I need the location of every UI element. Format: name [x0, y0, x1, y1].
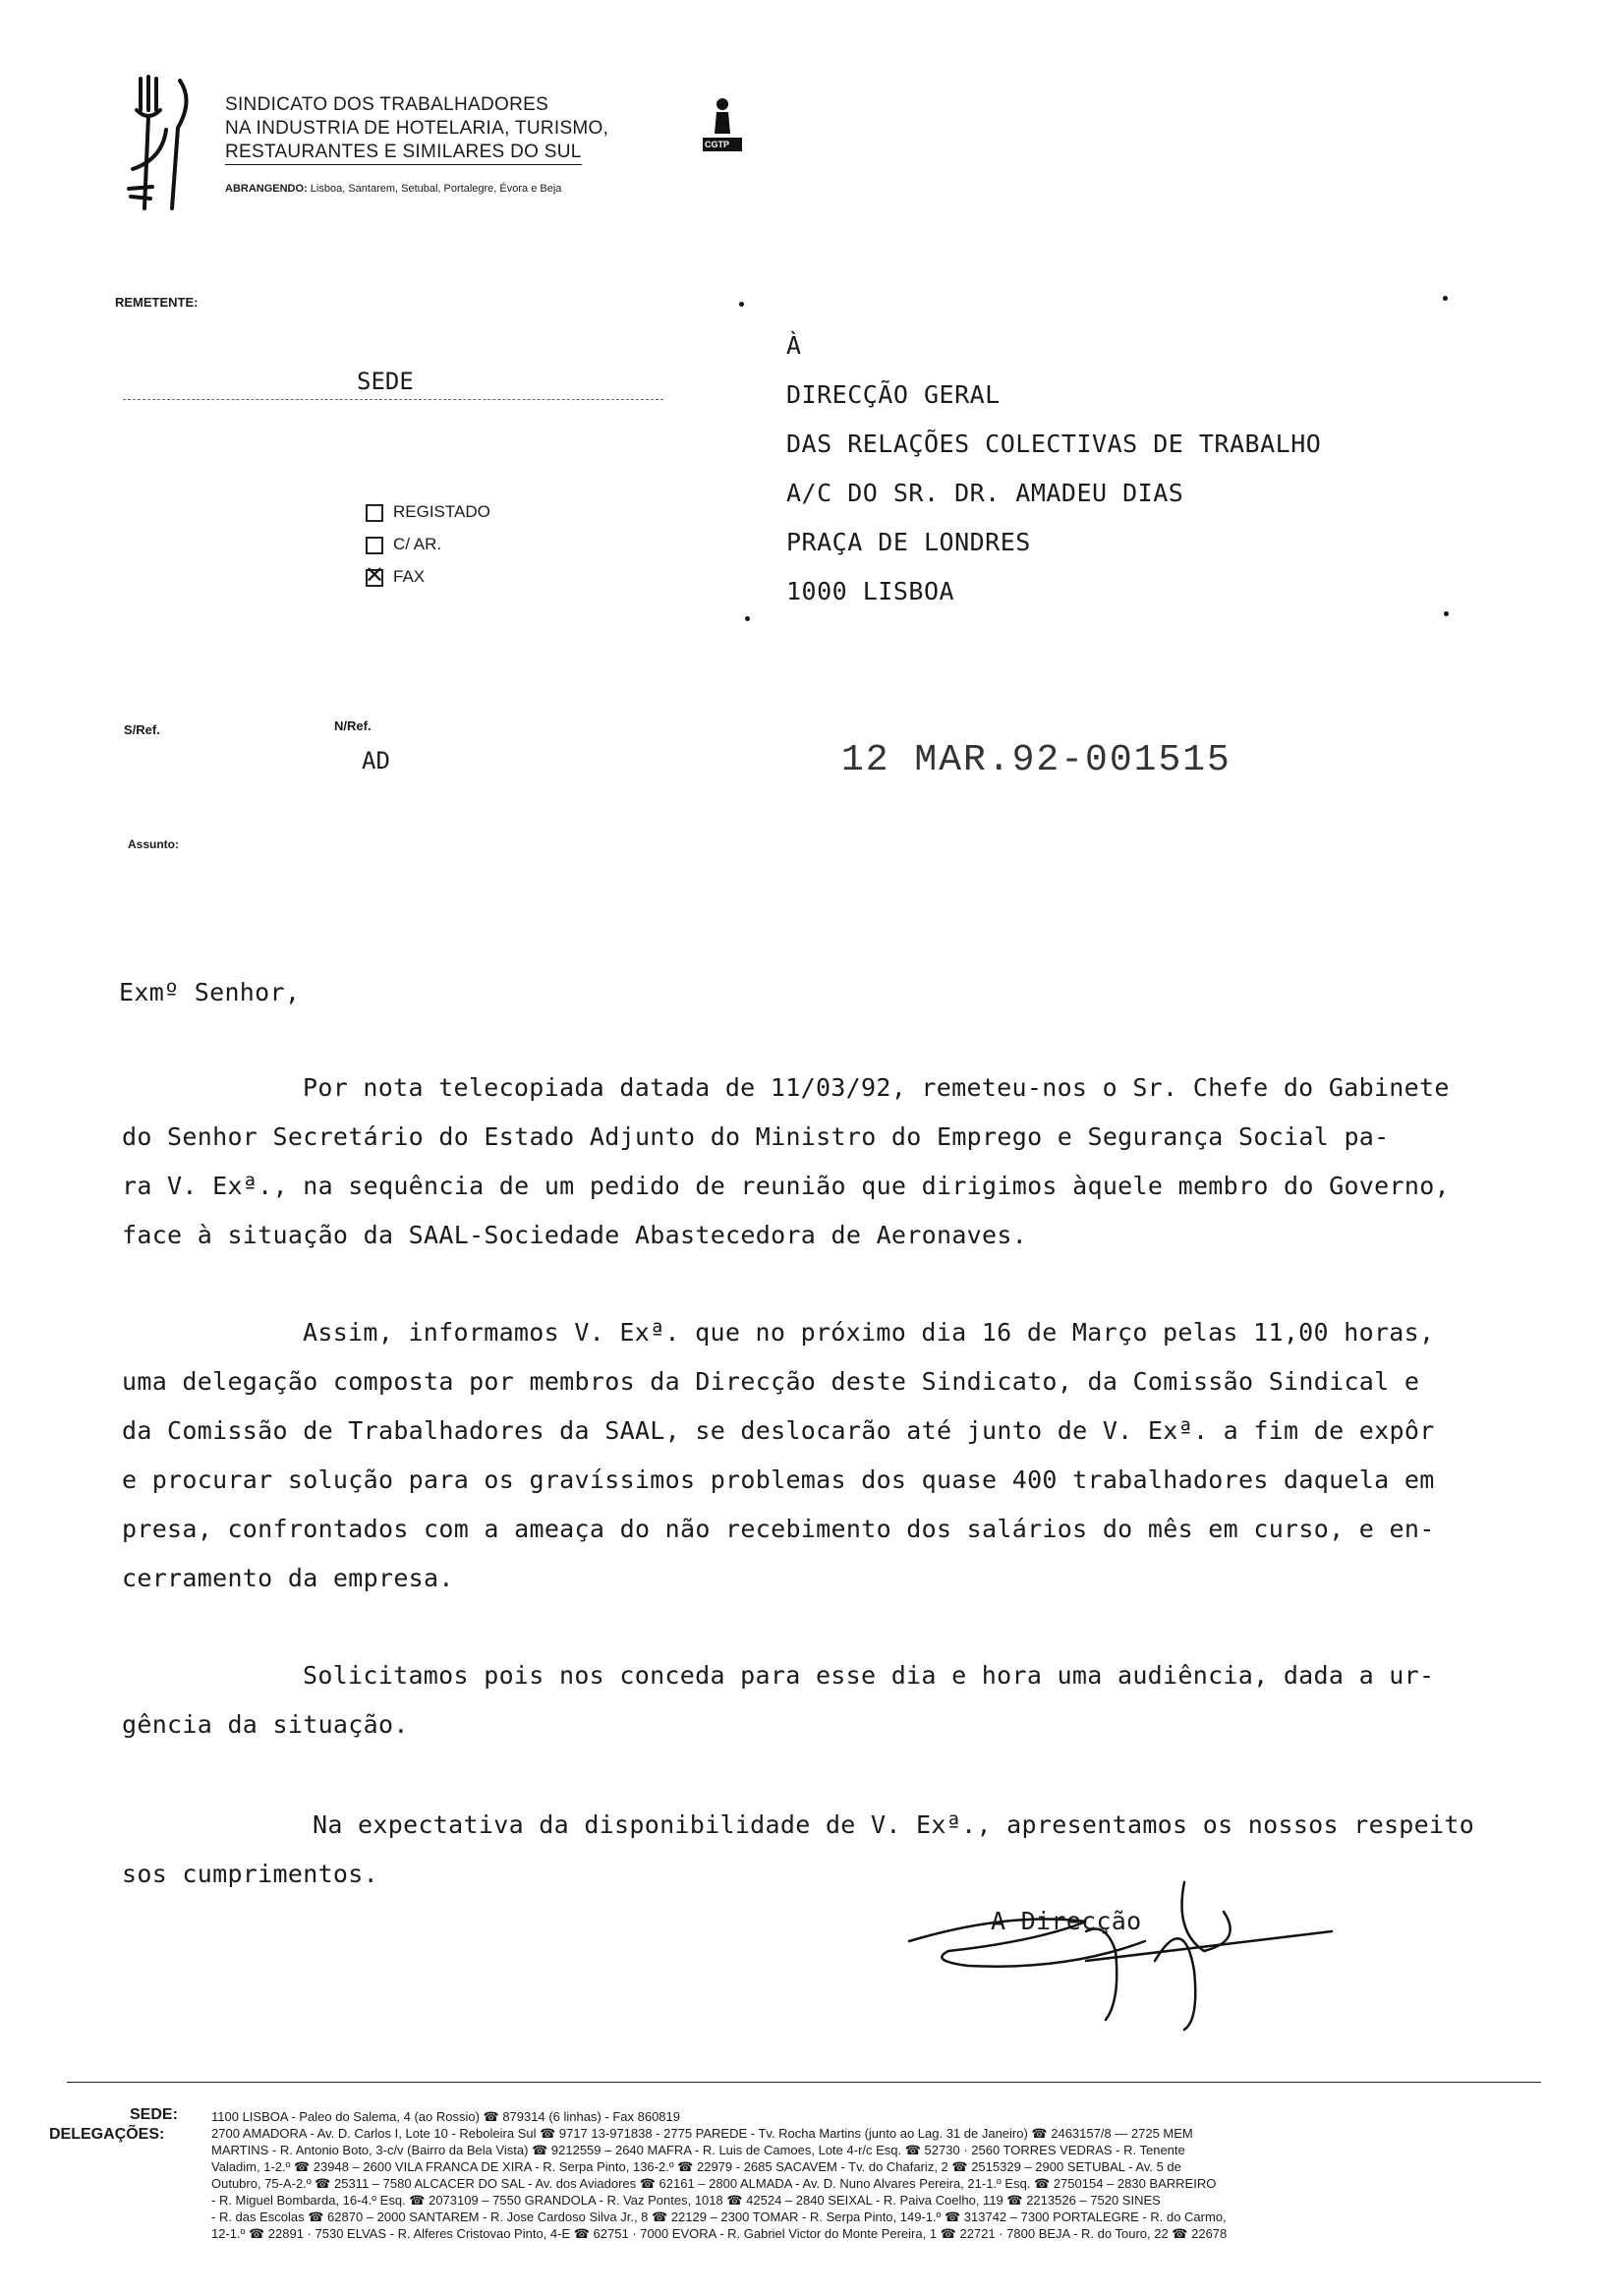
recipient-line-5: PRAÇA DE LONDRES: [786, 528, 1031, 556]
abrangendo-line: [225, 183, 561, 195]
sede-text: 1100 LISBOA - Paleo do Salema, 4 (ao Rossio) ☎ 879314 (6 linhas) - Fax 860819: [211, 2109, 681, 2124]
p2-line: presa, confrontados com a ameaça do não recebimento dos salários do mês em curso, e en-: [122, 1515, 1435, 1543]
paragraph-2: [122, 1308, 1576, 1603]
recipient-line-4: A/C DO SR. DR. AMADEU DIAS: [786, 479, 1184, 507]
p1-line: ra V. Exª., na sequência de um pedido de reunião que dirigimos àquele membro do Governo,: [122, 1172, 1450, 1200]
signature-icon: [889, 1872, 1342, 2039]
option-registado[interactable]: [366, 495, 490, 528]
delegacoes-line: - R. das Escolas ☎ 62870 – 2000 SANTAREM - R. Jose Cardoso Silva Jr., 8 ☎ 22129 – 2300 TOMAR - R. Serpa Pinto, 149-1.º ☎ 313742 – 7300 PORTALEGRE - R. do Carmo,: [211, 2210, 1227, 2224]
address-window-corner: [745, 616, 750, 621]
paragraph-4: [122, 1801, 1576, 1899]
delegacoes-label: DELEGAÇÕES:: [49, 2126, 165, 2143]
abrangendo-label: ABRANGENDO:: [225, 183, 308, 195]
recipient-line-6: 1000 LISBOA: [786, 577, 955, 605]
recipient-line-3: DAS RELAÇÕES COLECTIVAS DE TRABALHO: [786, 430, 1322, 458]
recipient-line-1: À: [786, 331, 802, 360]
delegacoes-list: [211, 2125, 1563, 2242]
paragraph-1: [122, 1063, 1576, 1260]
sender-value-line: [123, 366, 663, 400]
p4-line: Na expectativa da disponibilidade de V. Exª., apresentamos os nossos respeito: [313, 1810, 1475, 1839]
option-fax[interactable]: [366, 560, 490, 593]
fax-checkbox[interactable]: [366, 569, 383, 587]
sender-label: REMETENTE:: [115, 295, 199, 310]
recipient-line-2: DIRECÇÃO GERAL: [786, 380, 1001, 409]
p4-line: sos cumprimentos.: [122, 1860, 378, 1888]
option-car[interactable]: [366, 528, 490, 560]
cgtp-label: CGTP: [705, 140, 730, 149]
signoff: A Direcção: [991, 1907, 1142, 1935]
p1-line: face à situação da SAAL-Sociedade Abastecedora de Aeronaves.: [122, 1221, 1028, 1249]
cgtp-logo: [697, 94, 746, 183]
address-window-corner: [1443, 296, 1448, 301]
fax-label: FAX: [393, 567, 426, 586]
p2-line: da Comissão de Trabalhadores da SAAL, se deslocarão até junto de V. Exª. a fim de expôr: [122, 1416, 1435, 1445]
union-name-line-2: NA INDUSTRIA DE HOTELARIA, TURISMO,: [225, 118, 609, 139]
p2-line: Assim, informamos V. Exª. que no próximo dia 16 de Março pelas 11,00 horas,: [303, 1318, 1435, 1347]
address-window-corner: [1444, 611, 1449, 616]
subject-label: Assunto:: [128, 837, 179, 851]
delegacoes-line: 12-1.º ☎ 22891 · 7530 ELVAS - R. Alferes Cristovao Pinto, 4-E ☎ 62751 · 7000 EVORA - R. Gabriel Victor do Monte Pereira, 1 ☎ 22721 · 7800 BEJA - R. do Touro, 22 ☎ 22678: [211, 2226, 1228, 2241]
letterhead: [123, 71, 752, 213]
delegacoes-line: MARTINS - R. Antonio Boto, 3-c/v (Bairro da Bela Vista) ☎ 9212559 – 2640 MAFRA - R. Luis de Camoes, Lote 4-r/c Esq. ☎ 52730 · 2560 TORRES VEDRAS - R. Tenente: [211, 2143, 1185, 2157]
p1-line: do Senhor Secretário do Estado Adjunto do Ministro do Emprego e Segurança Social pa-: [122, 1122, 1390, 1151]
registado-checkbox[interactable]: [366, 504, 383, 522]
abrangendo-places: Lisboa, Santarem, Setubal, Portalegre, Évora e Beja: [310, 183, 562, 195]
union-name-line-1: SINDICATO DOS TRABALHADORES: [225, 94, 549, 115]
delegacoes-line: Valadim, 1-2.º ☎ 23948 – 2600 VILA FRANCA DE XIRA - R. Serpa Pinto, 136-2.º ☎ 22979 - 2685 SACAVEM - Tv. do Chafariz, 2 ☎ 2515329 – 2900 SETUBAL - Av. 5 de: [211, 2159, 1181, 2174]
delegacoes-line: 2700 AMADORA - Av. D. Carlos I, Lote 10 - Reboleira Sul ☎ 9717 13-971838 - 2775 PAREDE - Tv. Rocha Martins (junto ao Lag. 31 de Janeiro) ☎ 2463157/8 — 2725 MEM: [211, 2126, 1193, 2141]
delegacoes-line: Outubro, 75-A-2.º ☎ 25311 – 7580 ALCACER DO SAL - Av. dos Aviadores ☎ 62161 – 2800 ALMADA - Av. D. Nuno Alvares Pereira, 21-1.º Esq. ☎ 2750154 – 2830 BARREIRO: [211, 2176, 1217, 2191]
cutlery-logo-icon: [123, 71, 201, 213]
sender-value: SEDE: [357, 368, 414, 395]
received-stamp: 12 MAR.92-001515: [841, 739, 1232, 781]
p2-line: cerramento da empresa.: [122, 1564, 454, 1592]
sede-label: SEDE:: [130, 2106, 178, 2123]
p3-line: gência da situação.: [122, 1710, 409, 1739]
delivery-options: [366, 495, 490, 593]
registado-label: REGISTADO: [393, 502, 490, 521]
p2-line: uma delegação composta por membros da Direcção deste Sindicato, da Comissão Sindical e: [122, 1367, 1420, 1396]
car-label: C/ AR.: [393, 535, 442, 553]
p2-line: e procurar solução para os gravíssimos problemas dos quase 400 trabalhadores daquela em: [122, 1465, 1435, 1494]
n-ref-label: N/Ref.: [334, 718, 372, 733]
footer-rule: [67, 2082, 1541, 2083]
car-checkbox[interactable]: [366, 537, 383, 554]
address-window-corner: [739, 302, 744, 307]
paragraph-3: [122, 1651, 1576, 1750]
s-ref-label: S/Ref.: [124, 722, 160, 737]
n-ref-value: AD: [362, 747, 390, 775]
recipient-address: [786, 321, 1321, 616]
union-name-line-3: RESTAURANTES E SIMILARES DO SUL: [225, 142, 582, 165]
salutation: Exmº Senhor,: [119, 978, 301, 1006]
p1-line: Por nota telecopiada datada de 11/03/92, remeteu-nos o Sr. Chefe do Gabinete: [303, 1073, 1450, 1102]
delegacoes-line: - R. Miguel Bombarda, 16-4.º Esq. ☎ 2073109 – 7550 GRANDOLA - R. Vaz Pontes, 1018 ☎ 42524 – 2840 SEIXAL - R. Paiva Coelho, 119 ☎ 2213526 – 7520 SINES: [211, 2193, 1161, 2208]
p3-line: Solicitamos pois nos conceda para esse dia e hora uma audiência, dada a ur-: [303, 1661, 1435, 1690]
